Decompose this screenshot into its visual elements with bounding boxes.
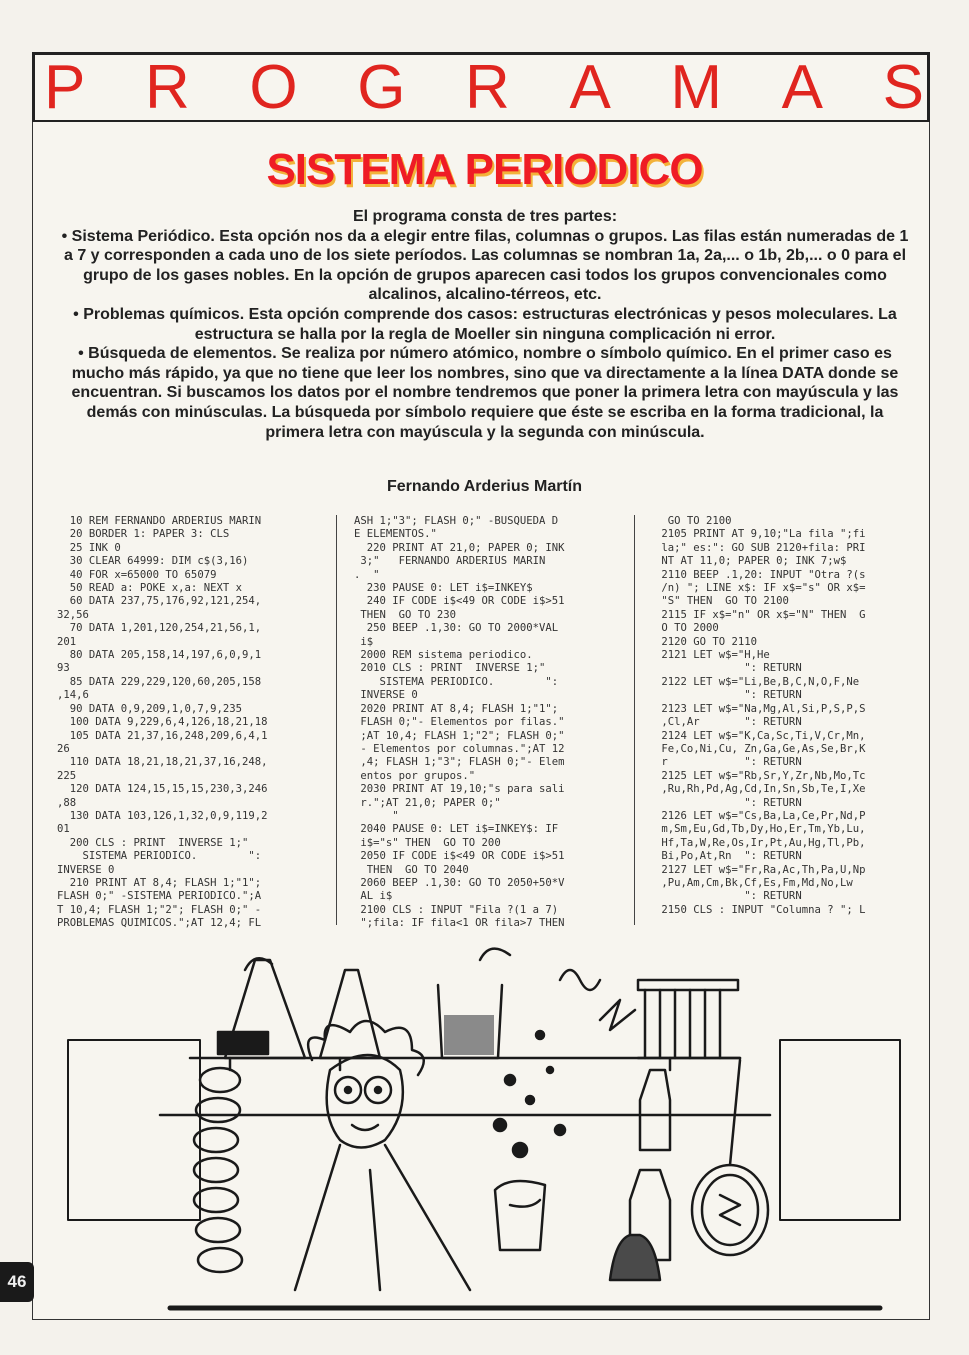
code-line: 2030 PRINT AT 19,10;"s para sali	[354, 783, 565, 796]
code-line: ,Ru,Rh,Pd,Ag,Cd,In,Sn,Sb,Te,I,Xe	[655, 783, 866, 796]
code-line: SISTEMA PERIODICO. ":	[354, 675, 559, 688]
code-line: ,4; FLASH 1;"3"; FLASH 0;"- Elem	[354, 756, 565, 769]
code-line: m,Sm,Eu,Gd,Tb,Dy,Ho,Er,Tm,Yb,Lu,	[655, 823, 866, 836]
code-listing-column-2	[354, 515, 616, 930]
code-line: THEN GO TO 2040	[354, 863, 469, 876]
code-line: 20 BORDER 1: PAPER 3: CLS	[57, 528, 230, 541]
code-line: r.";AT 21,0; PAPER 0;"	[354, 796, 501, 809]
code-line: r ": RETURN	[655, 756, 802, 769]
code-line: O TO 2000	[655, 622, 719, 635]
code-line: 30 CLEAR 64999: DIM c$(3,16)	[57, 555, 249, 568]
code-line: la;" es:": GO SUB 2120+fila: PRI	[655, 541, 866, 554]
code-line: 60 DATA 237,75,176,92,121,254,	[57, 595, 262, 608]
section-title-letter: R	[465, 53, 510, 122]
code-line: E ELEMENTOS."	[354, 528, 437, 541]
code-line: 2105 PRINT AT 9,10;"La fila ";fi	[655, 528, 866, 541]
code-line: 85 DATA 229,229,120,60,205,158	[57, 675, 262, 688]
code-line: ASH 1;"3"; FLASH 0;" -BUSQUEDA D	[354, 515, 559, 527]
code-line: FLASH 0;"- Elementos por filas."	[354, 716, 565, 729]
code-line: 2100 CLS : INPUT "Fila ?(1 a 7)	[354, 903, 559, 916]
code-line: 230 PAUSE 0: LET i$=INKEY$	[354, 582, 533, 595]
code-line: 01	[57, 823, 70, 836]
code-line: ,Pu,Am,Cm,Bk,Cf,Es,Fm,Md,No,Lw	[655, 876, 853, 889]
section-title-letter: M	[670, 53, 723, 122]
code-line: entos por grupos."	[354, 769, 476, 782]
code-line: 2120 GO TO 2110	[655, 635, 758, 648]
code-line: 2010 CLS : PRINT INVERSE 1;"	[354, 662, 546, 675]
section-title-letter: S	[882, 53, 924, 122]
code-listing-column-1	[57, 515, 319, 930]
code-line: 70 DATA 1,201,120,254,21,56,1,	[57, 622, 262, 635]
article-title: SISTEMA PERIODICO	[266, 145, 703, 194]
article-intro	[60, 207, 910, 442]
column-divider	[634, 515, 635, 925]
code-line: INVERSE 0	[57, 863, 115, 876]
intro-paragraph: • Sistema Periódico. Esta opción nos da a elegir entre filas, columnas o grupos. Las filas están numeradas de 1 a 7 y corresponden a cada uno de los siete períodos. Las columnas se nombran 1a, 2a,... o 1b, 2b,... o 0 para el grupo de los gases nobles. En la opción de grupos aparecen casi todos los grupos convencionales como alcalinos, alcalino-térreos, etc.	[61, 227, 909, 304]
code-line: 2124 LET w$="K,Ca,Sc,Ti,V,Cr,Mn,	[655, 729, 866, 742]
code-line: 2000 REM sistema periodico.	[354, 649, 533, 662]
code-line: 3;" FERNANDO ARDERIUS MARIN	[354, 555, 546, 568]
code-line: T 10,4; FLASH 1;"2"; FLASH 0;" -	[57, 903, 262, 916]
code-line: AL i$	[354, 890, 393, 903]
code-line: 80 DATA 205,158,14,197,6,0,9,1	[57, 649, 262, 662]
intro-paragraph: • Búsqueda de elementos. Se realiza por número atómico, nombre o símbolo químico. En el primer caso es mucho más rápido, ya que no tiene que leer los nombres, sino que va directamente a la línea DATA donde se encuentran. Si buscamos los datos por el nombre tendremos que poner la primera letra con mayúscula y las demás con minúsculas. La búsqueda por símbolo requiere que éste se escriba en la forma tradicional, la primera letra con mayúscula y la segunda con minúscula.	[71, 345, 899, 441]
code-line: 2040 PAUSE 0: LET i$=INKEY$: IF	[354, 823, 559, 836]
code-line: 201	[57, 635, 77, 648]
section-title-letter: A	[569, 53, 611, 122]
code-line: 26	[57, 742, 70, 755]
code-line: i$	[354, 635, 374, 648]
code-line: 40 FOR x=65000 TO 65079	[57, 568, 217, 581]
code-line: "	[354, 809, 399, 822]
code-line: ,Cl,Ar ": RETURN	[655, 716, 802, 729]
code-line: /n) "; LINE x$: IF x$="s" OR x$=	[655, 582, 866, 595]
code-line: 2060 BEEP .1,30: GO TO 2050+50*V	[354, 876, 565, 889]
code-line: 120 DATA 124,15,15,15,230,3,246	[57, 783, 268, 796]
code-line: ": RETURN	[655, 689, 802, 702]
code-line: 32,56	[57, 608, 89, 621]
code-line: - Elementos por columnas.";AT 12	[354, 742, 565, 755]
code-line: . "	[354, 568, 380, 581]
code-line: 110 DATA 18,21,18,21,37,16,248,	[57, 756, 268, 769]
code-line: ;AT 10,4; FLASH 1;"2"; FLASH 0;"	[354, 729, 565, 742]
code-line: "S" THEN GO TO 2100	[655, 595, 789, 608]
code-line: INVERSE 0	[354, 689, 418, 702]
code-line: 2127 LET w$="Fr,Ra,Ac,Th,Pa,U,Np	[655, 863, 866, 876]
author-name: Fernando Arderius Martín	[387, 478, 582, 495]
code-line: 25 INK 0	[57, 541, 121, 554]
code-line: 2126 LET w$="Cs,Ba,La,Ce,Pr,Nd,P	[655, 809, 866, 822]
chemist-lab-illustration	[40, 940, 920, 1315]
code-line: ";fila: IF fila<1 OR fila>7 THEN	[354, 917, 565, 930]
code-line: NT AT 11,0; PAPER 0; INK 7;w$	[655, 555, 847, 568]
code-line: ,88	[57, 796, 77, 809]
code-line: i$="s" THEN GO TO 200	[354, 836, 501, 849]
section-title-letter: R	[144, 53, 190, 122]
code-line: 2122 LET w$="Li,Be,B,C,N,O,F,Ne	[655, 675, 860, 688]
code-line: 93	[57, 662, 70, 675]
code-line: 2050 IF CODE i$<49 OR CODE i$>51	[354, 850, 565, 863]
section-title	[44, 53, 924, 122]
section-title-letter: P	[44, 53, 86, 122]
code-line: GO TO 2100	[655, 515, 732, 527]
code-line: 2150 CLS : INPUT "Columna ? "; L	[655, 903, 866, 916]
code-line: Fe,Co,Ni,Cu, Zn,Ga,Ge,As,Se,Br,K	[655, 742, 866, 755]
code-line: THEN GO TO 230	[354, 608, 457, 621]
code-line: 2110 BEEP .1,20: INPUT "Otra ?(s	[655, 568, 866, 581]
code-line: ": RETURN	[655, 662, 802, 675]
section-title-letter: G	[357, 53, 406, 122]
code-line: 240 IF CODE i$<49 OR CODE i$>51	[354, 595, 565, 608]
column-divider	[336, 515, 337, 925]
intro-paragraph: El programa consta de tres partes:	[352, 208, 618, 225]
code-line: Hf,Ta,W,Re,Os,Ir,Pt,Au,Hg,Tl,Pb,	[655, 836, 866, 849]
section-title-letter: O	[249, 53, 298, 122]
code-line: 2125 LET w$="Rb,Sr,Y,Zr,Nb,Mo,Tc	[655, 769, 866, 782]
code-line: 105 DATA 21,37,16,248,209,6,4,1	[57, 729, 268, 742]
code-line: ,14,6	[57, 689, 89, 702]
code-listing-column-3	[655, 515, 917, 930]
code-line: FLASH 0;" -SISTEMA PERIODICO.";A	[57, 890, 262, 903]
page-number: 46	[0, 1262, 34, 1302]
code-line: 200 CLS : PRINT INVERSE 1;"	[57, 836, 249, 849]
code-line: 130 DATA 103,126,1,32,0,9,119,2	[57, 809, 268, 822]
code-line: 225	[57, 769, 77, 782]
code-line: SISTEMA PERIODICO. ":	[57, 850, 262, 863]
code-line: 2121 LET w$="H,He	[655, 649, 770, 662]
section-title-letter: A	[781, 53, 824, 122]
code-line: 2115 IF x$="n" OR x$="N" THEN G	[655, 608, 866, 621]
code-line: 2123 LET w$="Na,Mg,Al,Si,P,S,P,S	[655, 702, 866, 715]
code-line: ": RETURN	[655, 796, 802, 809]
code-line: 50 READ a: POKE x,a: NEXT x	[57, 582, 242, 595]
code-line: 90 DATA 0,9,209,1,0,7,9,235	[57, 702, 242, 715]
code-line: 250 BEEP .1,30: GO TO 2000*VAL	[354, 622, 559, 635]
code-line: Bi,Po,At,Rn ": RETURN	[655, 850, 802, 863]
code-line: 2020 PRINT AT 8,4; FLASH 1;"1";	[354, 702, 559, 715]
code-line: 210 PRINT AT 8,4; FLASH 1;"1";	[57, 876, 262, 889]
code-line: 10 REM FERNANDO ARDERIUS MARIN	[57, 515, 262, 527]
code-line: PROBLEMAS QUIMICOS.";AT 12,4; FL	[57, 917, 262, 930]
code-line: 100 DATA 9,229,6,4,126,18,21,18	[57, 716, 268, 729]
code-line: ": RETURN	[655, 890, 802, 903]
intro-paragraph: • Problemas químicos. Esta opción comprende dos casos: estructuras electrónicas y pesos moleculares. La estructura se halla por la regla de Moeller sin ninguna complicación ni error.	[73, 305, 897, 343]
code-line: 220 PRINT AT 21,0; PAPER 0; INK	[354, 541, 565, 554]
